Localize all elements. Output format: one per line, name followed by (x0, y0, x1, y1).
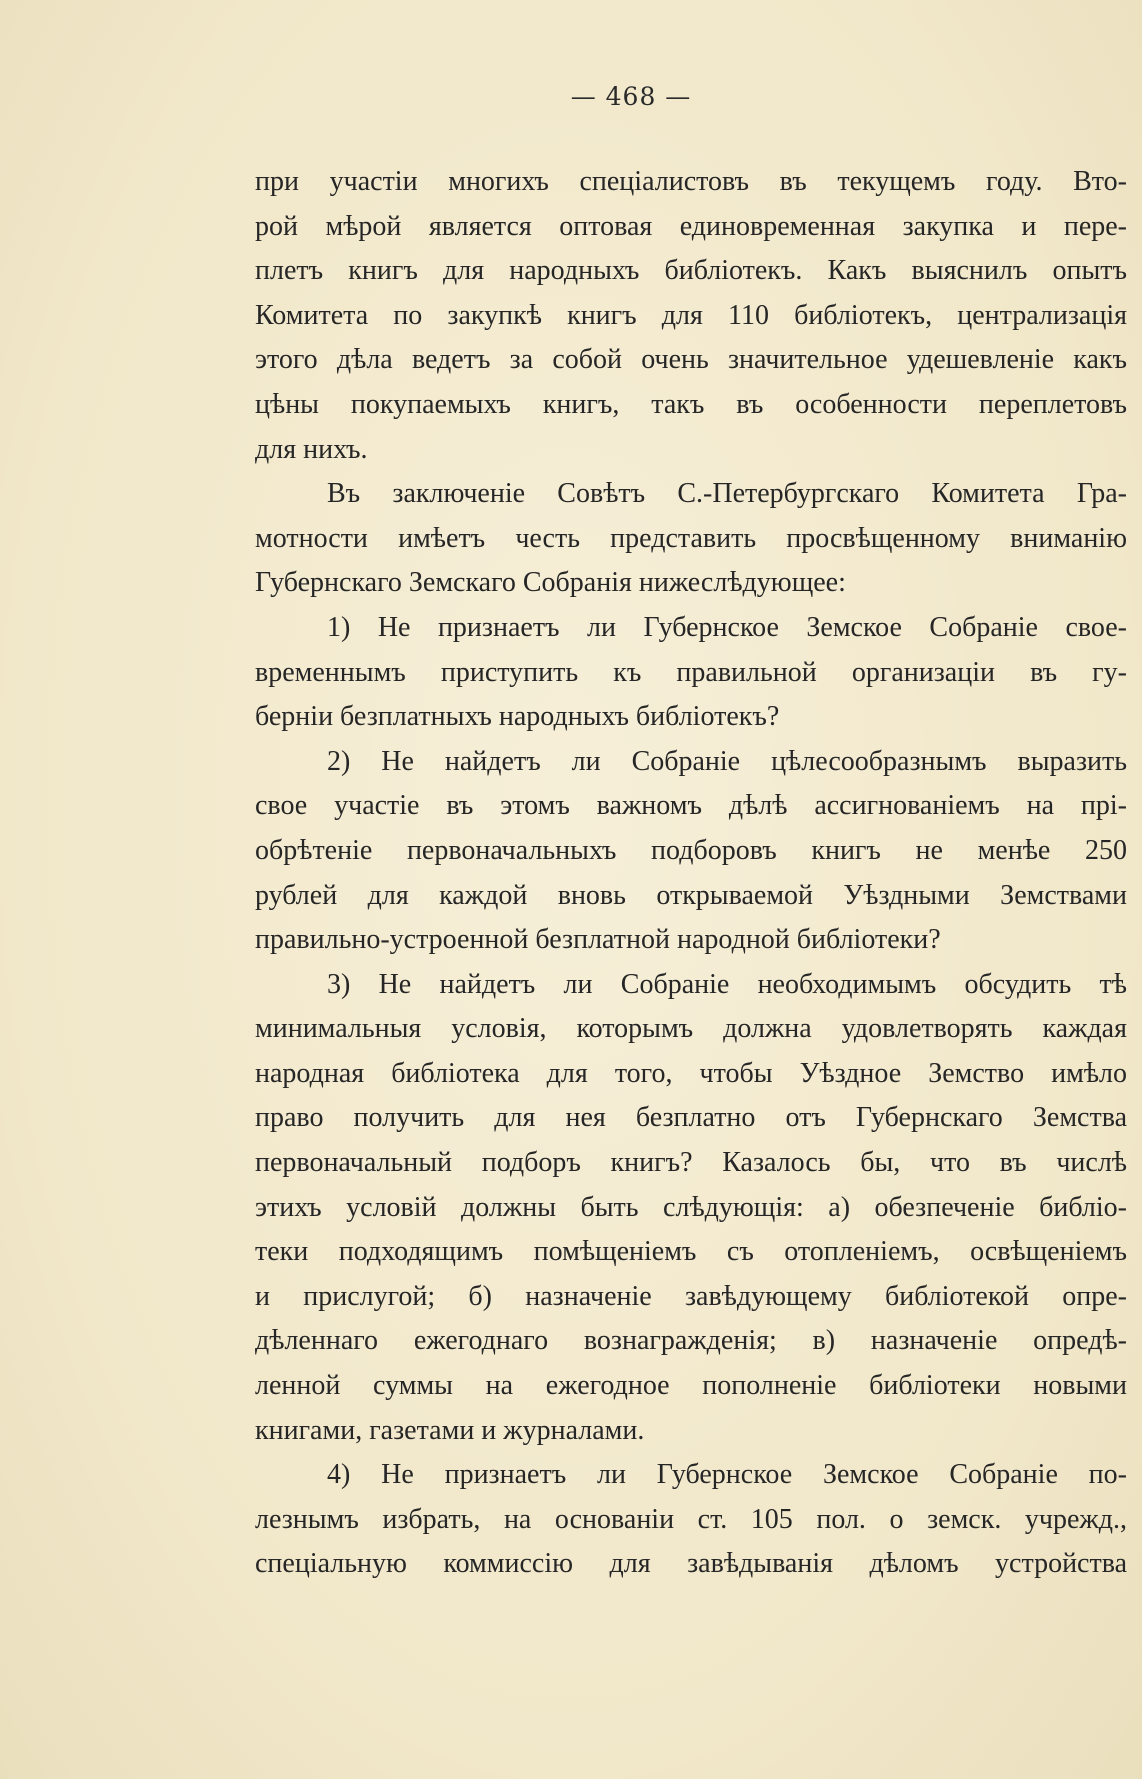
text-line: для нихъ. (255, 433, 368, 465)
text-line: теки подходящимъ помѣщеніемъ съ отопленіемъ, освѣщеніемъ (255, 1236, 1127, 1268)
text-line: 3) Не найдетъ ли Собраніе необходимымъ обсудить тѣ (327, 968, 1127, 1000)
text-line: берніи безплатныхъ народныхъ библіотекъ? (255, 701, 780, 733)
text-line: 1) Не признаетъ ли Губернское Земское Собраніе свое- (327, 611, 1127, 643)
paragraph-5 (255, 963, 1127, 1454)
paragraph-4 (255, 740, 1127, 963)
paragraph-6 (255, 1453, 1127, 1587)
text-line: при участіи многихъ спеціалистовъ въ текущемъ году. Вто- (255, 166, 1127, 197)
text-line: Губернскаго Земскаго Собранія нижеслѣдующее: (255, 567, 846, 599)
text-line: и прислугой; б) назначеніе завѣдующему библіотекой опре- (255, 1280, 1127, 1312)
paragraph-2 (255, 472, 1127, 606)
page-number: — 468 — (570, 82, 692, 111)
text-line: 2) Не найдетъ ли Собраніе цѣлесообразнымъ выразить (327, 745, 1127, 777)
body-text (255, 160, 1127, 1587)
text-line: минимальныя условія, которымъ должна удовлетворять каждая (255, 1013, 1127, 1045)
text-line: дѣленнаго ежегоднаго вознагражденія; в) назначеніе опредѣ- (255, 1325, 1127, 1357)
text-line: народная библіотека для того, чтобы Уѣздное Земство имѣло (255, 1057, 1127, 1089)
text-line: право получить для нея безплатно отъ Губернскаго Земства (255, 1102, 1127, 1134)
paragraph-3 (255, 606, 1127, 740)
text-line: Комитета по закупкѣ книгъ для 110 библіотекъ, централизація (255, 299, 1127, 331)
text-line: этихъ условій должны быть слѣдующія: а) обезпеченіе библіо- (255, 1191, 1127, 1223)
text-line: ленной суммы на ежегодное пополненіе библіотеки новыми (255, 1370, 1127, 1402)
text-line: временнымъ приступить къ правильной организаціи въ гу- (255, 656, 1127, 688)
paragraph-1 (255, 160, 1127, 472)
text-line: правильно-устроенной безплатной народной библіотеки? (255, 924, 941, 956)
text-line: Въ заключеніе Совѣтъ С.-Петербургскаго Комитета Гра- (327, 478, 1127, 510)
text-line: мотности имѣетъ честь представить просвѣщенному вниманію (255, 522, 1127, 554)
text-line: этого дѣла ведетъ за собой очень значительное удешевленіе какъ (255, 344, 1127, 376)
text-line: обрѣтеніе первоначальныхъ подборовъ книгъ не менѣе 250 (255, 834, 1127, 866)
text-line: цѣны покупаемыхъ книгъ, такъ въ особенности переплетовъ (255, 388, 1127, 420)
text-line: книгами, газетами и журналами. (255, 1414, 645, 1446)
text-line: спеціальную коммиссію для завѣдыванія дѣломъ устройства (255, 1548, 1127, 1580)
text-line: лезнымъ избрать, на основаніи ст. 105 пол. о земск. учрежд., (255, 1503, 1127, 1535)
text-line: рой мѣрой является оптовая единовременная закупка и пере- (255, 210, 1127, 242)
text-line: свое участіе въ этомъ важномъ дѣлѣ ассигнованіемъ на прі- (255, 790, 1127, 822)
text-line: 4) Не признаетъ ли Губернское Земское Собраніе по- (327, 1459, 1127, 1491)
text-line: плетъ книгъ для народныхъ библіотекъ. Какъ выяснилъ опытъ (255, 255, 1127, 287)
text-line: рублей для каждой вновь открываемой Уѣздными Земствами (255, 879, 1127, 911)
text-line: первоначальный подборъ книгъ? Казалось бы, что въ числѣ (255, 1147, 1127, 1179)
